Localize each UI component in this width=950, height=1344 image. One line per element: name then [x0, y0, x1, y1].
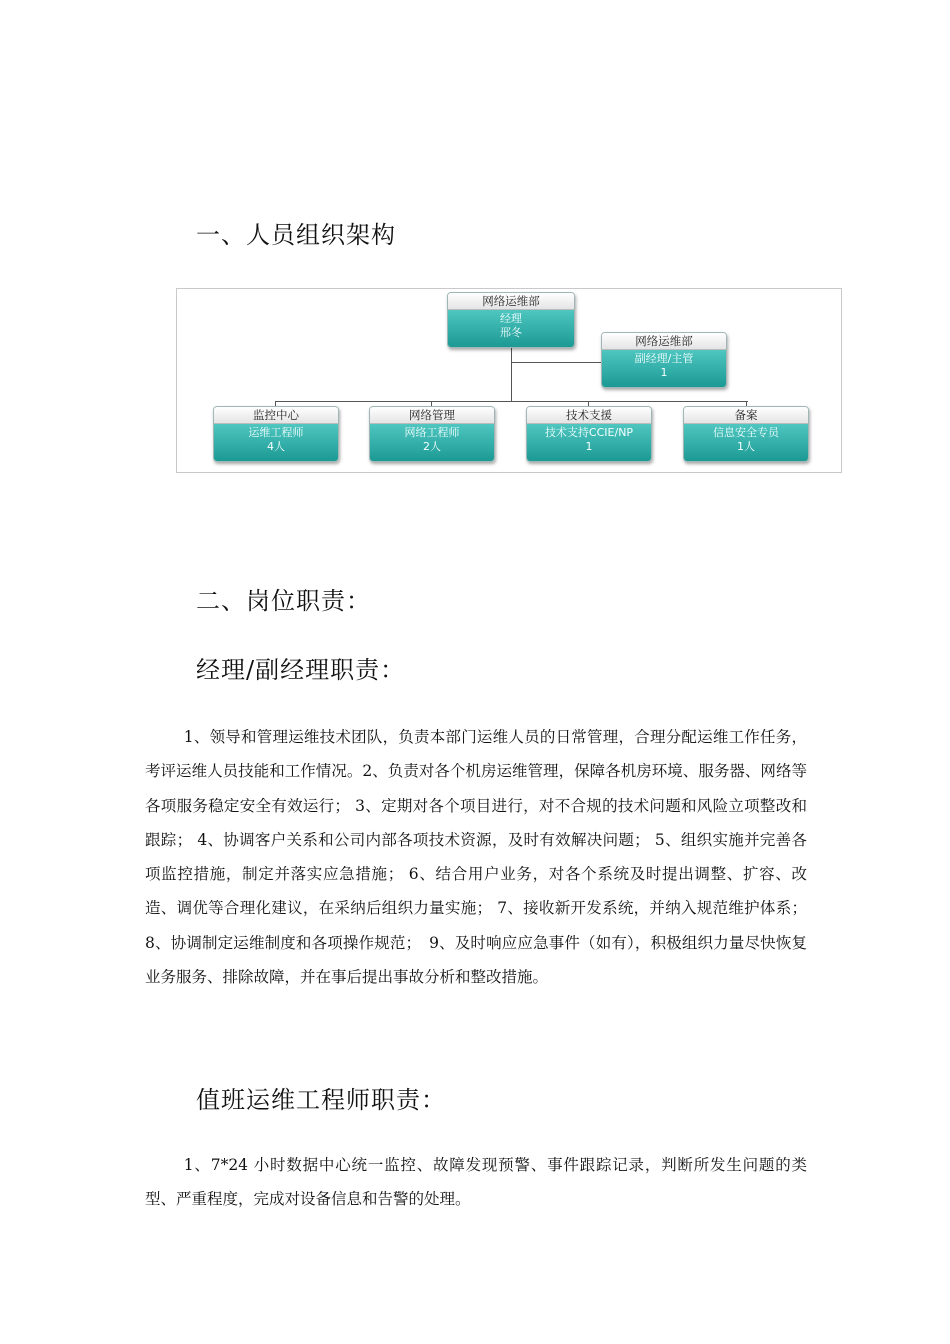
connector-top-vertical [511, 347, 512, 402]
org-node-header: 网络管理 [370, 407, 494, 424]
org-node-role: 副经理/主管 [634, 352, 694, 365]
org-node-filing [683, 406, 809, 462]
org-node-tech-support [526, 406, 652, 462]
org-node-count: 4人 [267, 440, 285, 453]
org-node-name: 邢冬 [500, 326, 522, 339]
section-title-duties: 二、岗位职责： [196, 587, 371, 615]
org-node-role: 信息安全专员 [713, 426, 779, 439]
org-node-header: 网络运维部 [602, 333, 726, 350]
section-title-org: 一、人员组织架构 [196, 221, 396, 249]
paragraph-manager-duties: 1、领导和管理运维技术团队，负责本部门运维人员的日常管理，合理分配运维工作任务，考评运维人员技能和工作情况。2、负责对各个机房运维管理，保障各机房环境、服务器、网络等各项服务稳定安全有效运行； 3、定期对各个项目进行，对不合规的技术问题和风险立项整改和跟踪； 4、协调客户关系和公司内部各项技术资源，及时有效解决问题； 5、组织实施并完善各项监控措施，制定并落实应急措施； 6、结合用户业务，对各个系统及时提出调整、扩容、改造、调优等合理化建议，在采纳后组织力量实施； 7、接收新开发系统，并纳入规范维护体系； 8、协调制定运维制度和各项操作规范； 9、及时响应应急事件（如有），积极组织力量尽快恢复业务服务、排除故障，并在事后提出事故分析和整改措施。 [145, 728, 807, 987]
heading-duty-engineer: 值班运维工程师职责： [196, 1086, 446, 1114]
org-node-role: 运维工程师 [248, 426, 304, 439]
org-node-count: 1人 [737, 440, 755, 453]
org-node-manager [447, 292, 575, 348]
org-node-header: 网络运维部 [448, 293, 574, 310]
org-node-monitoring-center [213, 406, 339, 462]
org-node-count: 2人 [423, 440, 441, 453]
org-node-role: 网络工程师 [404, 426, 460, 439]
org-node-count: 1 [585, 440, 593, 453]
heading-manager-duties: 经理/副经理职责： [196, 656, 406, 684]
org-node-header: 监控中心 [214, 407, 338, 424]
org-node-network-management [369, 406, 495, 462]
org-node-role: 经理 [500, 312, 522, 325]
paragraph-duty-engineer: 1、7*24 小时数据中心统一监控、故障发现预警、事件跟踪记录，判断所发生问题的类型、严重程度，完成对设备信息和告警的处理。 [145, 1156, 807, 1209]
connector-horizontal [275, 401, 748, 402]
connector-deputy [511, 362, 601, 363]
org-node-count: 1 [660, 366, 668, 379]
org-node-role: 技术支持CCIE/NP [544, 426, 634, 439]
org-node-header: 备案 [684, 407, 808, 424]
org-chart [176, 288, 842, 473]
org-node-deputy [601, 332, 727, 388]
org-node-header: 技术支援 [527, 407, 651, 424]
